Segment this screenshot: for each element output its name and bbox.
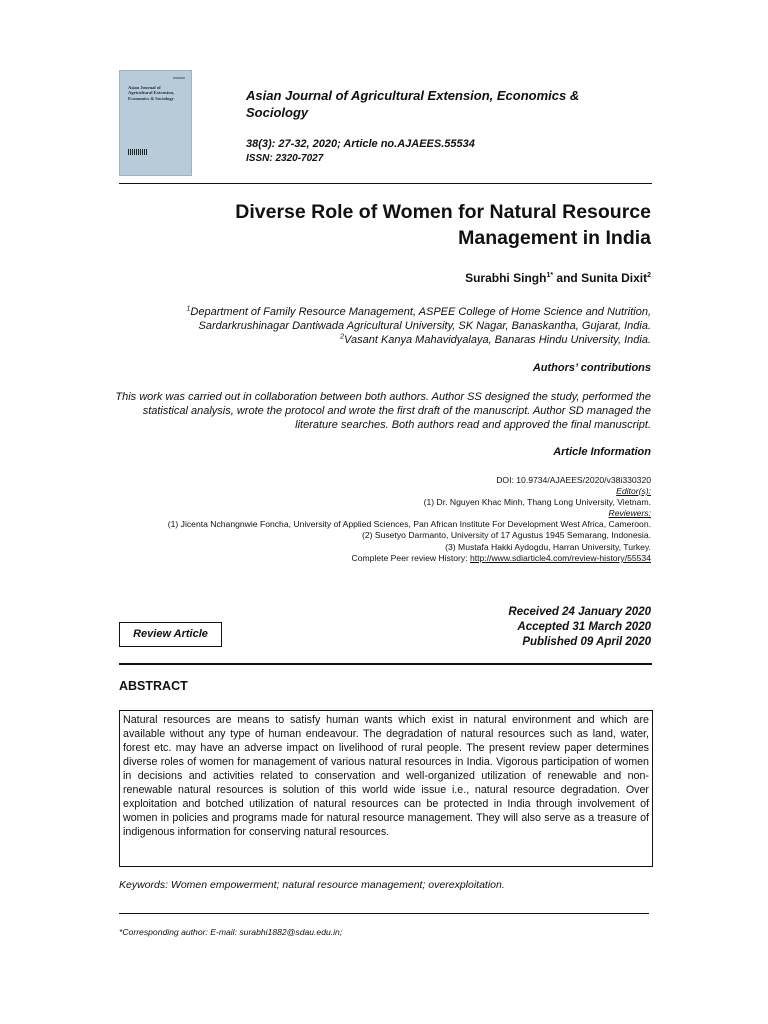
reviewer-entry: (3) Mustafa Hakki Aydogdu, Harran University, Turkey. bbox=[445, 542, 651, 552]
section-rule bbox=[119, 663, 652, 665]
abstract-text: Natural resources are means to satisfy human wants which exist in natural environment and which are available without any type of human endeavour. The degradation of natural resources such as land, water, forest etc. may have an adverse impact on livelihood of rural people. The present review paper determines diverse roles of women for management of various natural resources in India. Vigorous participation of women in decisions and activities related to conservation and well-organized utilization of renewable and non-renewable natural resources is solution of this world wide issue i.e., natural resource degradation. Over exploitation and botched utilization of natural resources can be protected in India through involvement of women in policies and programs made for natural resource management. They will also serve as a treasure of indigenous information for conserving natural resources. bbox=[123, 714, 649, 838]
published-date: Published 09 April 2020 bbox=[522, 636, 651, 648]
footnote-rule bbox=[119, 913, 649, 914]
contributions-heading: Authors’ contributions bbox=[532, 362, 651, 374]
author-list bbox=[465, 271, 651, 285]
article-type-badge: Review Article bbox=[119, 622, 222, 647]
affiliation-1: $^1$Department of Family Resource Management, ASPEE College of Home Science and Nutrition, bbox=[186, 305, 651, 318]
article-info-heading: Article Information bbox=[553, 446, 651, 458]
reviewer-entry: (1) Jicenta Nchangnwie Foncha, University of Applied Sciences, Pan African Institute For Development West Africa, Cameroon. bbox=[167, 519, 651, 529]
publication-dates bbox=[508, 605, 651, 650]
accepted-date: Accepted 31 March 2020 bbox=[517, 621, 651, 633]
editor-entry: (1) Dr. Nguyen Khac Minh, Thang Long University, Vietnam. bbox=[423, 497, 651, 507]
affiliation-1-continued: Sardarkrushinagar Dantiwada Agricultural University, SK Nagar, Banaskantha, Gujarat, India. bbox=[198, 320, 651, 332]
doi: DOI: 10.9734/AJAEES/2020/v38i330320 bbox=[496, 475, 651, 485]
contributions-text: This work was carried out in collaboration between both authors. Author SS designed the study, performed the statistical analysis, wrote the protocol and wrote the first draft of the manuscript. Author SD managed the literature searches. Both authors read and approved the final manuscript. bbox=[115, 391, 651, 431]
peer-review-history: Complete Peer review History: http://www.sdiarticle4.com/review-history/55534 bbox=[351, 553, 651, 563]
peer-review-history-link[interactable]: http://www.sdiarticle4.com/review-history/55534 bbox=[469, 553, 651, 563]
journal-cover-thumbnail bbox=[119, 70, 192, 176]
reviewers-heading: Reviewers: bbox=[608, 508, 651, 518]
abstract-box bbox=[119, 710, 653, 867]
reviewer-entry: (2) Susetyo Darmanto, University of 17 Agustus 1945 Semarang, Indonesia. bbox=[361, 530, 651, 540]
received-date: Received 24 January 2020 bbox=[508, 606, 651, 618]
keywords: Keywords: Women empowerment; natural resource management; overexploitation. bbox=[119, 879, 505, 891]
author-name: Surabhi Singh bbox=[465, 271, 547, 285]
editor-heading: Editor(s): bbox=[616, 486, 651, 496]
author-name: Sunita Dixit bbox=[581, 271, 648, 285]
author-affiliation-mark: 2 bbox=[647, 272, 651, 279]
journal-title: Asian Journal of Agricultural Extension, Economics & Sociology bbox=[246, 88, 580, 120]
paper-title: Diverse Role of Women for Natural Resource Management in India bbox=[235, 201, 651, 249]
affiliation-mark: 2 bbox=[340, 333, 345, 341]
affiliation-mark: 1 bbox=[186, 305, 191, 313]
affiliation-2: $^2$Vasant Kanya Mahavidyalaya, Banaras Hindu University, India. bbox=[340, 333, 651, 346]
author-join: and bbox=[553, 271, 582, 285]
journal-issue: 38(3): 27-32, 2020; Article no.AJAEES.55534 bbox=[246, 138, 475, 150]
cover-top-mark bbox=[173, 77, 185, 79]
corresponding-author: *Corresponding author: E-mail: surabhi1882@sdau.edu.in; bbox=[119, 927, 343, 937]
journal-issn: ISSN: 2320-7027 bbox=[246, 153, 324, 164]
cover-title: Asian Journal of Agricultural Extension, Economics & Sociology bbox=[128, 85, 175, 101]
cover-barcode bbox=[128, 149, 148, 155]
header-rule bbox=[119, 183, 652, 184]
author-affiliation-mark: 1* bbox=[546, 272, 554, 279]
abstract-heading: ABSTRACT bbox=[119, 679, 188, 693]
